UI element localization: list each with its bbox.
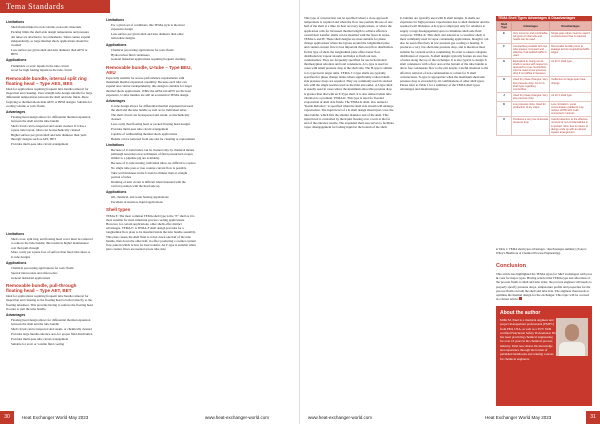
- list-item: • Provides large bundle entrance area for proper fluid distribution: [11, 332, 94, 336]
- body-text: This type of construction can be specified where a close approach temperature is required and when the flow rate permits the use of one half of the shell at a time. In heat recovery applications, or where the application calls for increased thermal length to achieve effective overall heat transfer, shells can be installed with the flows in series. TEMA G and H: These shell designs are most suitable for phase change applications where the bypass around the longitudinal plate and counter-current flow is less important than even flow distribution. In this type of shell, the longitudinal plate offers better flow distribution in vapour streams and helps to flush out non-condensables. They are frequently specified for use in horizontal thermosyphon reboilers and total condensers. A G-type is used for cases with small pressure drop at the shell side. The H-type is similar to G type but in larger units. TEMA J: J-type shells are typically specified for phase change duties where significantly reduced shell-side pressure drops are required. They are commonly used in stacked sets with the single nozzles used as the inlet and outlet. A J-type shell is usually used in cases where the maximum allowable pressure drop is greater than that with an E-Type shell. It is also utilised when tube vibration is a problem. TEMA K: This type is used for flooded evaporation of shell side fluids. The TEMA K shell, also termed a "Kettle Reboiler," is specified when the shell side stream will undergo vaporisation. The liquid level of a K shell design should just cover the tube bundle, which fills the smaller diameter end of the shell. This liquid level is controlled by the liquid flowing over a weir at the far end of the entrance nozzle. The expanded shell area serves to facilitate vapor disengagement for boiling liquid in the bottom of the shell.: [304, 16, 394, 130]
- list-item: • Shell fluids limited to non-volatile, non-toxic materials: [11, 25, 94, 29]
- col-header: Shell Type: [497, 22, 512, 31]
- conclusion-heading: Conclusion: [496, 263, 526, 269]
- list-item: • Because of U-tube nesting, individual tubes are difficult to replace: [111, 161, 196, 165]
- table-cell: As for F shell type: [550, 58, 592, 76]
- applications-heading: Applications: [6, 58, 27, 63]
- footer-magazine: Heat Exchanger World May 2023: [22, 415, 89, 420]
- advantages-list: [6, 318, 94, 346]
- table-cell: H: [497, 77, 512, 92]
- list-item: • Chemical processing applications for toxic fluids: [11, 266, 94, 270]
- table-cell: Removable bundle prone to leakage across longitudinal baffle edges: [550, 43, 592, 58]
- section-heading: Shell types: [106, 207, 131, 213]
- table-cell: J: [497, 92, 512, 101]
- section-body: Ideal for applications requiring frequent tube bundle removal for inspection and cleaning. Uses straight-tube design suitable for large differential temperatures between the shell and tube fluids. More forgiving to thermal shock than AEW or BEM designs. Suitable for cooling volatile or toxic fluids.: [6, 87, 93, 108]
- list-item: • Chemical processing applications for toxic fluids: [111, 48, 196, 52]
- col-header: Advantages: [512, 22, 550, 31]
- list-item: • More costly per square foot of surface than fixed tube sheet or U-tube designs: [11, 250, 94, 258]
- author-bio: Mihir M. Patel is a chemical engineer and project management professional (PMP®) from PMI, USA, as well as a TUV SUD certified Functional Safety Professional. He has been practicing chemical engineering for over 10 years in the chemical process industry. Patel now shares his knowledge and experience through the format of published handbooks and training courses for chemical engineers.: [500, 318, 556, 361]
- footer-url[interactable]: www.heat-exchanger-world.com: [308, 415, 373, 420]
- author-photo: [556, 318, 588, 356]
- list-item: • General industrial applications requiring frequent cleaning: [111, 57, 196, 61]
- table-row: [497, 77, 592, 92]
- advantages-list: [106, 104, 196, 141]
- header-band: [0, 0, 110, 13]
- body-text: U-bundles are typically used with K shell designs. K shells are expensive for high pressure vaporization due to shell diameter and the required wall thickness. A K-type is employed only for reboilers to supply a large disengagement space to minimise shell-side fluid carryover. TEMA X: This shell, also known as a crossflow shell, is most commonly used in vapor condensing applications, though it can also be used effectively in low pressure gas cooling or heating. It produces a very low shell-side pressure drop, and is therefore most suitable for vacuum service condensing. In order to ensure adequate distribution of vapours, X-shell designs typically feature an area free of tubes along the top of the exchanger. It is also typical to design X shell condensers with a flow area at the bottom of the tube bundle to allow free condensate flow to the exit nozzle. Careful attention to the effective removal of non-condensables is a must for X shell constructions. X-type is appropriate when the maximum shell-side pressure drop is exceeded by all combinations of other shell types. Please refer to Table 1 for a summary of the TEMA shell types advantages and disadvantages.: [400, 16, 490, 92]
- table-cell: Careful attention to the effective removal of non-condensables is important. Also, due to nature of design ends up with an almost square arrangement: [550, 117, 592, 135]
- table-cell: Low pressure drop. Used for production of dry vapor: [512, 101, 550, 116]
- list-item: • Less costly than floating head or packed floating head designs: [111, 122, 196, 126]
- limitations-heading: Limitations: [6, 20, 25, 24]
- applications-list: [106, 195, 196, 204]
- list-item: • Tube wall thickness in the U-bend is thinner than at straight portion of tubes: [111, 171, 196, 179]
- footer-url[interactable]: www.heat-exchanger-world.com: [205, 415, 270, 420]
- list-item: • Shell cover, split ring, and floating head cover must be removed to remove the tube bundle; this results in higher maintenance cost than pull-through: [11, 237, 94, 250]
- header-title: Tema Standards: [6, 2, 65, 11]
- list-item: • U-tube design allows for differential thermal expansion between the shell and the tube bundle as well as for individual tubes: [111, 104, 196, 112]
- table-row: [497, 43, 592, 58]
- advantages-list: [6, 115, 94, 146]
- right-page: [300, 0, 600, 424]
- list-item: • Hydrocarbon fluid condensers: [111, 53, 196, 57]
- advantages-heading: Advantages: [106, 99, 126, 104]
- limitations-list: [106, 23, 196, 40]
- left-column-1-lower: [6, 230, 94, 408]
- table-cell: Counterflow possible with two tube passes. Compact and effective if all welded baffle is used: [512, 43, 550, 58]
- list-item: • Less surface per given shell and tube diameter than other removable designs: [111, 32, 196, 40]
- applications-list: [6, 64, 94, 73]
- end-mark-icon: [519, 297, 522, 300]
- table-row: [497, 92, 592, 101]
- section-heading: Removable bundle, U-tube – Type BEU, AEU: [106, 64, 192, 75]
- col-header: Disadvantages: [550, 22, 592, 31]
- conclusion-body: This article has highlighted the TEMA types for S&T exchangers with pros & cons for major types. Having selected the TEMA type and allocation of the process fluids to shell and tube sides, the process engineer still needs to properly specify pressure drops, temperature profile and properties for the process fluids on both the shell and tube side. The engineer then needs to optimise the thermal design for the exchanger. This topic will be covered in a future article.: [496, 272, 592, 302]
- limitations-heading: Limitations: [106, 142, 125, 147]
- list-item: • Oil, chemical, and water heating applications: [111, 195, 196, 199]
- applications-heading: Applications: [106, 190, 127, 195]
- table-cell: Single pass tubes must be used if countercurrent flow is required: [550, 31, 592, 43]
- author-face-icon: [565, 324, 579, 341]
- table-footnote: ● Table 1: TEMA shell types advantages / disadvantages summary (Source: Wiley's Handbook of Chemical Process Engineering).: [496, 247, 587, 255]
- author-box: [496, 306, 592, 406]
- list-item: • Good for high fouling liquids in the tube circuit: [11, 68, 94, 72]
- section-heading: Removable bundle, pull-through floating head – Type AET, BET: [6, 282, 77, 294]
- section-body: Ideal for applications requiring frequent tube bundle removal for inspection and cleaning as the floating head is bolted directly to the floating tubesheet. This prevents having to remove the floating head in order to pull the tube bundle.: [6, 294, 93, 311]
- limitations-list: [106, 148, 196, 188]
- list-item: • Capable of withstanding thermal shock applications: [111, 132, 196, 136]
- list-item: • Less surface per given shell and tube diameter than AEW or BEW: [11, 48, 94, 56]
- section-body: TEMA E: The most common TEMA shell type is the "E" shell as it is most suitable for most industrial process cooling applications. However, for certain applications, other shells offer distinct advantages. TEMA F: A TEMA-F shell design provides for a longitudinal flow plate to be installed inside the tube bundle assembly. This plate causes the shell fluid to travel down one half of the tube bundle, then down the other half, in effect producing a counter-current flow pattern which is best for heat transfer. An F-type is suitable when pure counter flows are needed across tube side.: [106, 213, 196, 252]
- limitations-heading: Limitations: [106, 18, 125, 22]
- limitations-heading: Limitations: [6, 232, 25, 236]
- page-number: 30: [0, 411, 14, 424]
- table-cell: X: [497, 117, 512, 135]
- applications-list: [6, 266, 94, 280]
- footer-magazine: Heat Exchanger World May 2023: [485, 415, 552, 420]
- limitations-list: [6, 25, 94, 56]
- right-column-1: [304, 16, 394, 408]
- list-item: • All tubes are attached to two tubesheets. Tubes cannot expand independently, so large thermal shock applications should be avoided: [11, 35, 94, 48]
- table-header-row: [497, 22, 592, 31]
- conclusion-text: [496, 272, 592, 301]
- table-cell: G: [497, 58, 512, 76]
- author-shirt-icon: [559, 342, 585, 356]
- list-item: • Provides multi-pass tube circuit arrangement: [11, 142, 94, 146]
- section-body: Especially suitable for severe performance requirements with maximum thermal expansion capability. Because each tube can expand and contract independently, this design is suitable for larger thermal shock applications. While the AEM and AEW are the least expensive, U-tube bundles are still an economical TEMA design.: [106, 76, 192, 97]
- limitations-list: [6, 237, 94, 259]
- table-cell: K: [497, 101, 512, 116]
- table-cell: Very common and predictable. All types of channels and heads can be used: [513, 32, 549, 42]
- advantages-heading: Advantages: [6, 313, 26, 318]
- list-item: • Bundle can be removed from one end for cleaning or replacement: [111, 137, 196, 141]
- list-item: • Higher surface per given shell and tube diameter than 'pull-through' designs such as AET, BET: [11, 133, 94, 141]
- list-item: • Draining of tube circuit is difficult when mounted with the vertical position with the head side up: [111, 180, 196, 188]
- table-cell: Used for phase changes. Very low pressure drop: [513, 93, 548, 100]
- tema-shell-table: [496, 16, 592, 136]
- list-item: • Shell circuit can be inspected and steam- or chemically cleaned: [11, 327, 94, 331]
- page-number: 31: [586, 411, 600, 424]
- table-cell: E: [497, 31, 512, 43]
- table-cell: As for F shell type: [550, 92, 592, 101]
- list-item: • Floating head design allows for differential thermal expansion between the shell and the tube bundle: [11, 318, 94, 326]
- table-cell: F: [497, 43, 512, 58]
- table-row: [497, 101, 592, 116]
- list-item: • The shell circuit can be inspected and steam- or mechanically cleaned: [111, 113, 196, 121]
- table-cell: Equivalent to nearly two E-shells in series with respect to approach to true counterflow. Can be used at low pressure drop if no baffles in between: [512, 58, 550, 76]
- applications-list: [106, 48, 196, 62]
- table-cell: Used for phase changes. Very low pressure drop. As for G-shell type regarding counterflow: [513, 78, 548, 91]
- list-item: • Special intercoolers and aftercoolers: [11, 271, 94, 275]
- list-item: • For a given set of conditions, this TEMA style is the most expensive design: [111, 23, 196, 31]
- applications-heading: Applications: [6, 260, 27, 265]
- table-caption: TEMA Shell Types Advantages & Disadvantages: [496, 16, 592, 21]
- applications-heading: Applications: [106, 42, 127, 47]
- list-item: • Floating head design allows for differential thermal expansion between the shell and the tube bundle: [11, 115, 94, 123]
- table-cell: Low circulation. Local concentration gradients may reduce LMTD with multi-component mixtures: [550, 101, 592, 116]
- table-cell: Produces a very low shell-side pressure drop: [512, 117, 550, 135]
- left-column-2: [106, 16, 196, 408]
- table-row: [497, 58, 592, 76]
- list-item: • Packing limits the shell-side design temperature and pressure: [11, 30, 94, 34]
- advantages-heading: Advantages: [6, 110, 26, 115]
- list-item: • Provides multi-pass tube circuit arrangement: [11, 337, 94, 341]
- list-item: • Shell circuit can be inspected and steam cleaned. If it has a square tube layout, tubes can be mechanically cleaned: [11, 124, 94, 132]
- list-item: • Flammable or toxic liquids in the tube circuit: [11, 64, 94, 68]
- list-item: • Excellent in steam-to-liquid applications: [111, 200, 196, 204]
- list-item: • No single tube pass or true counter-current flow is possible: [111, 166, 196, 170]
- list-item: • Suitable for toxic or volatile fluid cooling: [11, 342, 94, 346]
- table-cell: Ineffective for large-span heat change: [550, 77, 592, 92]
- list-item: • Because of U-bend tubes can be cleaned only by chemical means (although nowadays new techniques of fluid pressurised scrapes similar to a pipeline pig are available): [111, 148, 196, 161]
- list-item: • General industrial applications: [11, 276, 94, 280]
- author-title: About the author: [500, 310, 541, 316]
- list-item: • Provides multi-pass tube circuit arrangement: [111, 127, 196, 131]
- section-heading: Removable bundle, internal split ring floating head – Type AES, BES: [6, 75, 87, 86]
- table-row: [497, 31, 592, 43]
- table-row: [497, 117, 592, 135]
- right-column-2: [400, 16, 490, 408]
